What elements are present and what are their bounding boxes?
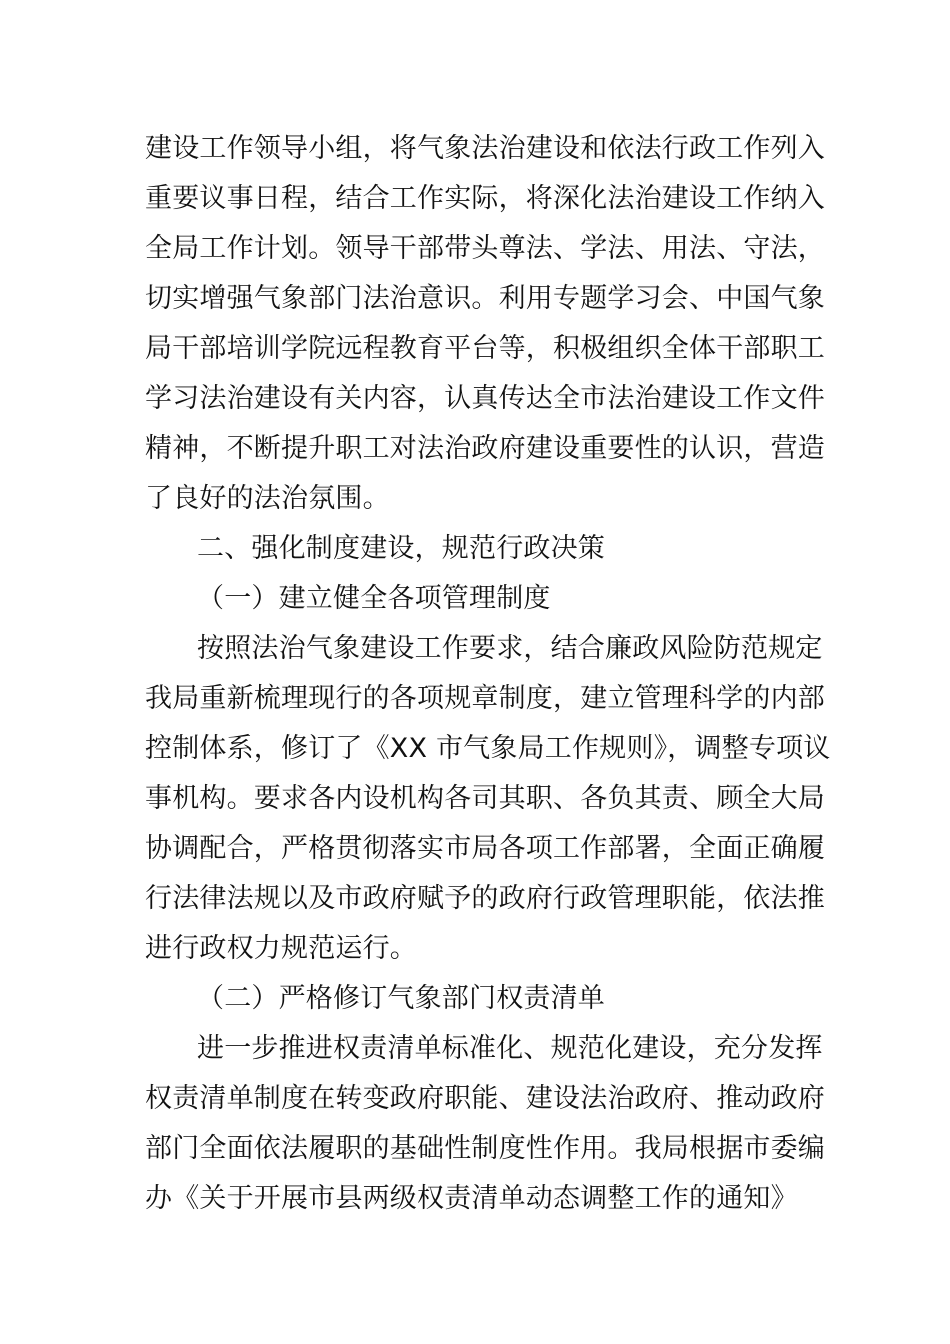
text-line: 控制体系，修订了《XX 市气象局工作规则》，调整专项议 [145, 733, 831, 764]
text-line: 行法律法规以及市政府赋予的政府行政管理职能，依法推 [145, 883, 825, 914]
text-line: 精神，不断提升职工对法治政府建设重要性的认识，营造 [145, 433, 825, 464]
section-heading: 二、强化制度建设，规范行政决策 [197, 533, 605, 564]
subsection-heading: （二）严格修订气象部门权责清单 [197, 983, 605, 1014]
text-line: 部门全面依法履职的基础性制度性作用。我局根据市委编 [145, 1133, 825, 1164]
text-line: 切实增强气象部门法治意识。利用专题学习会、中国气象 [145, 283, 825, 314]
text-line: 学习法治建设有关内容，认真传达全市法治建设工作文件 [145, 383, 825, 414]
text-line: 权责清单制度在转变政府职能、建设法治政府、推动政府 [145, 1083, 825, 1114]
text-line: 协调配合，严格贯彻落实市局各项工作部署，全面正确履 [145, 833, 825, 864]
text-line: 事机构。要求各内设机构各司其职、各负其责、顾全大局 [145, 783, 825, 814]
text-line: 局干部培训学院远程教育平台等，积极组织全体干部职工 [145, 333, 825, 364]
text-line: 进行政权力规范运行。 [145, 933, 417, 964]
subsection-heading: （一）建立健全各项管理制度 [197, 583, 551, 614]
text-line: 我局重新梳理现行的各项规章制度，建立管理科学的内部 [145, 683, 825, 714]
text-line: 重要议事日程，结合工作实际，将深化法治建设工作纳入 [145, 183, 825, 214]
text-line: 了良好的法治氛围。 [145, 483, 390, 514]
text-line: 进一步推进权责清单标准化、规范化建设，充分发挥 [197, 1033, 823, 1064]
text-line: 建设工作领导小组，将气象法治建设和依法行政工作列入 [145, 133, 825, 164]
text-line: 按照法治气象建设工作要求，结合廉政风险防范规定 [197, 633, 823, 664]
text-line: 全局工作计划。领导干部带头尊法、学法、用法、守法， [145, 233, 825, 264]
text-line: 办《关于开展市县两级权责清单动态调整工作的通知》 [145, 1183, 798, 1214]
